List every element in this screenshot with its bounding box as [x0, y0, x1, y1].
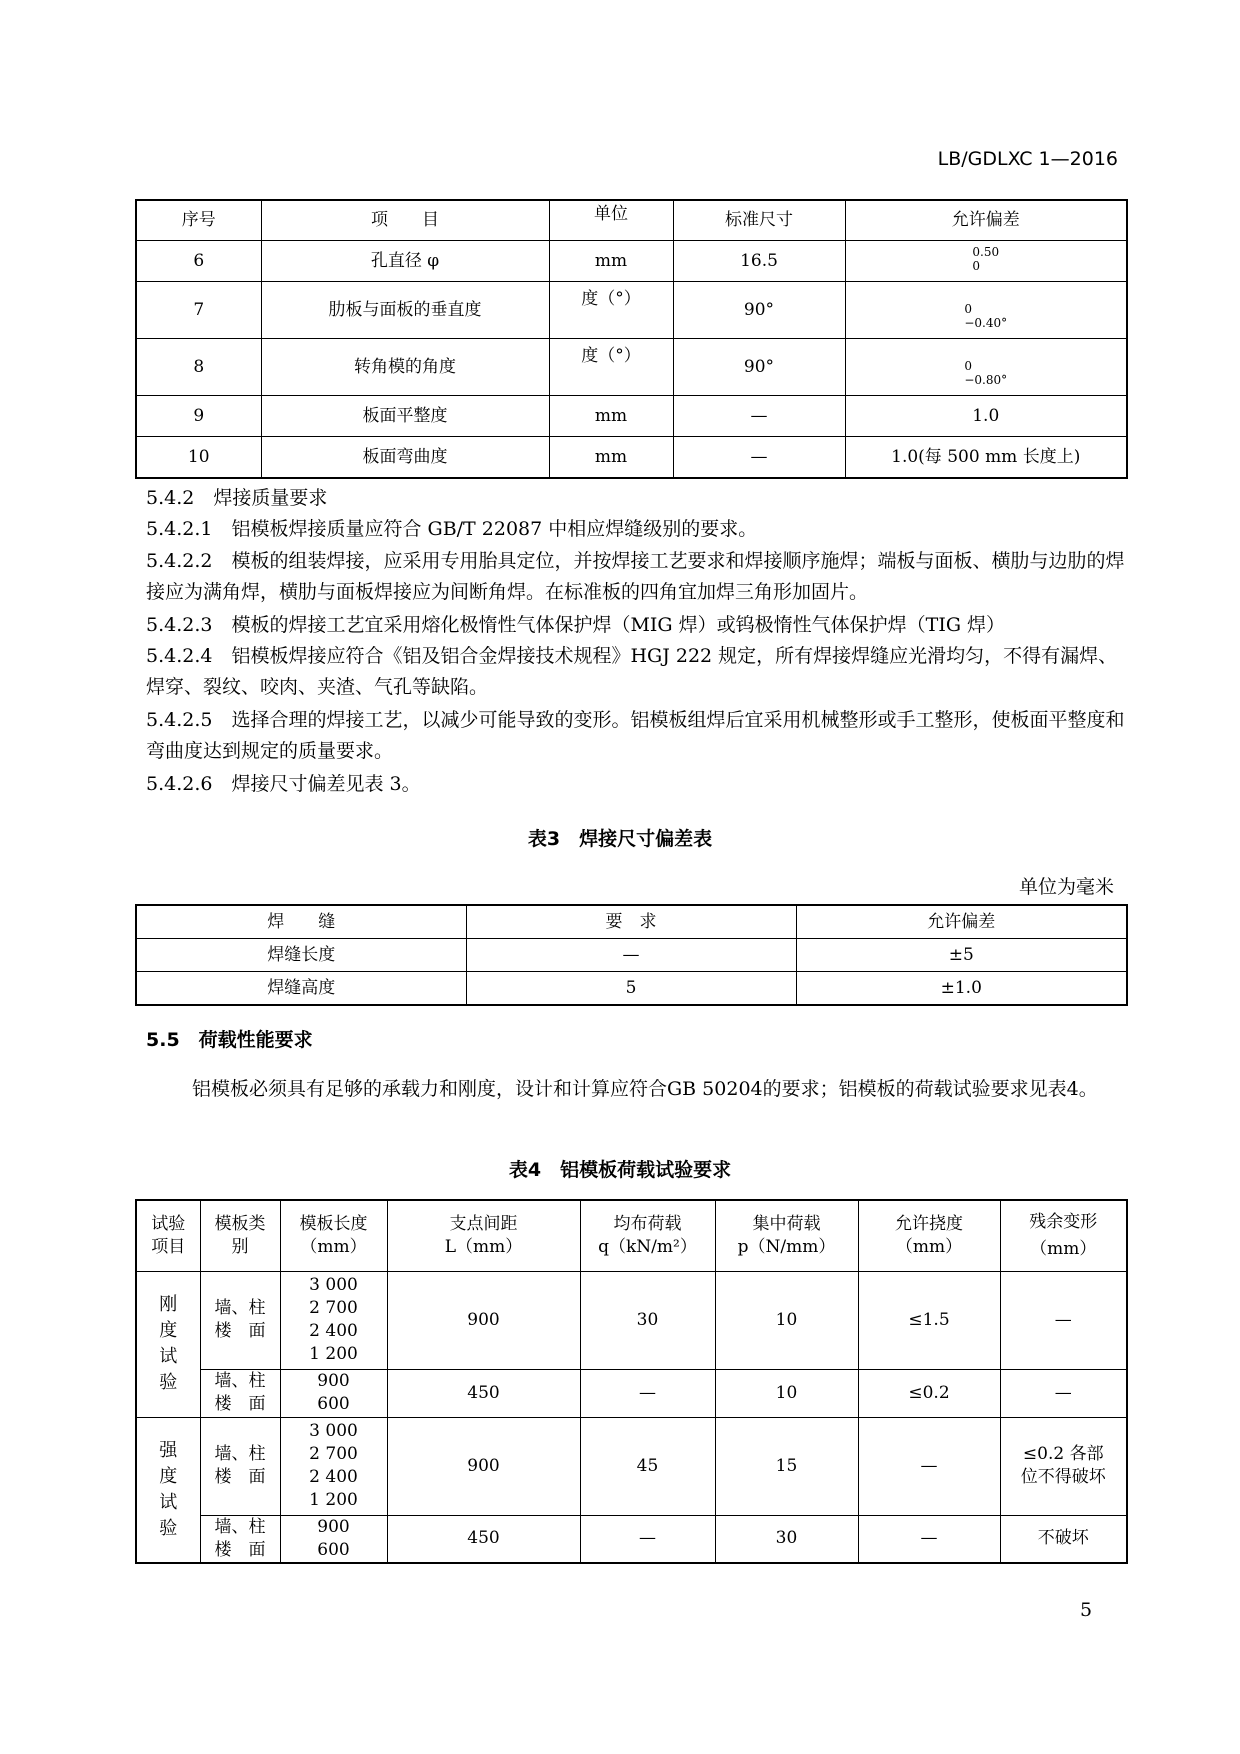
- group-stiffness-test: 刚 度 试 验: [136, 1271, 200, 1417]
- table-header-row: [136, 905, 1127, 939]
- header-standard-size: 标准尺寸: [673, 200, 845, 241]
- cell-tolerance: ±5: [796, 939, 1127, 972]
- header-item: 项 目: [261, 200, 549, 241]
- clause-5-4-2-6: 5.4.2.6 焊接尺寸偏差见表 3。: [146, 773, 421, 795]
- cell-tolerance: [845, 241, 1127, 282]
- tolerance-stack: [964, 343, 1007, 388]
- document-code: LB/GDLXC 1—2016: [937, 148, 1118, 170]
- cell-span: 900: [387, 1417, 580, 1515]
- table3-caption: 表3 焊接尺寸偏差表: [527, 828, 713, 850]
- header-concentrated-load: 集中荷载 p（N/mm）: [715, 1200, 858, 1271]
- cell-concentrated-load: 30: [715, 1515, 858, 1563]
- header-tolerance: 允许偏差: [796, 905, 1127, 939]
- cell-lengths: 3 000 2 700 2 400 1 200: [280, 1271, 387, 1369]
- header-template-length: 模板长度 （mm）: [280, 1200, 387, 1271]
- tolerance-lower: −0.40°: [964, 316, 1008, 331]
- cell-uniform-load: 45: [580, 1417, 715, 1515]
- cell-concentrated-load: 10: [715, 1369, 858, 1417]
- weld-tolerance-table: [135, 904, 1128, 1006]
- cell-lengths: 900 600: [280, 1515, 387, 1563]
- cell-span: 900: [387, 1271, 580, 1369]
- tolerance-lower: 0: [972, 259, 981, 274]
- cell-tolerance: ±1.0: [796, 972, 1127, 1006]
- cell-unit: mm: [549, 396, 673, 437]
- cell-residual: —: [1000, 1369, 1127, 1417]
- section-5-5-heading: 5.5 荷载性能要求: [146, 1029, 313, 1051]
- cell-uniform-load: —: [580, 1369, 715, 1417]
- cell-span: 450: [387, 1369, 580, 1417]
- cell-standard: 90°: [673, 339, 845, 396]
- cell-item: 板面弯曲度: [261, 437, 549, 479]
- table-row: [136, 339, 1127, 396]
- header-template-type: 模板类 别: [200, 1200, 280, 1271]
- cell-requirement: 5: [466, 972, 796, 1006]
- table-row: [136, 1417, 1127, 1515]
- table3-unit-note: 单位为毫米: [1018, 876, 1114, 898]
- cell-deflection: ≤1.5: [858, 1271, 1000, 1369]
- table-row: [136, 437, 1127, 479]
- header-no: 序号: [136, 200, 261, 241]
- cell-no: 10: [136, 437, 261, 479]
- table-header-row: [136, 1200, 1127, 1271]
- header-uniform-load: 均布荷载 q（kN/m²）: [580, 1200, 715, 1271]
- cell-residual: 不破坏: [1000, 1515, 1127, 1563]
- header-test-item: 试验 项目: [136, 1200, 200, 1271]
- cell-no: 6: [136, 241, 261, 282]
- dimension-tolerance-table: [135, 199, 1128, 479]
- cell-standard: 90°: [673, 282, 845, 339]
- cell-item: 孔直径 φ: [261, 241, 549, 282]
- tolerance-lower: −0.80°: [964, 373, 1008, 388]
- cell-tolerance: [845, 282, 1127, 339]
- section-5-5-body: 铝模板必须具有足够的承载力和刚度，设计和计算应符合GB 50204的要求；铝模板的荷载试验要求见表4。: [192, 1078, 1098, 1100]
- cell-item: 肋板与面板的垂直度: [261, 282, 549, 339]
- cell-unit: 度（°）: [549, 339, 673, 396]
- clause-5-4-2-5: 5.4.2.5 选择合理的焊接工艺，以减少可能导致的变形。铝模板组焊后宜采用机械整形或手工整形，使板面平整度和弯曲度达到规定的质量要求。: [146, 709, 1125, 762]
- cell-lengths: 900 600: [280, 1369, 387, 1417]
- clause-5-4-2-1: 5.4.2.1 铝模板焊接质量应符合 GB/T 22087 中相应焊缝级别的要求。: [146, 518, 758, 540]
- header-allowable-deflection: 允许挠度 （mm）: [858, 1200, 1000, 1271]
- cell-standard: —: [673, 396, 845, 437]
- table-row: [136, 282, 1127, 339]
- cell-span: 450: [387, 1515, 580, 1563]
- cell-no: 8: [136, 339, 261, 396]
- cell-template-type: 墙、柱 楼 面: [200, 1369, 280, 1417]
- cell-unit: mm: [549, 437, 673, 479]
- clause-5-4-2-3: 5.4.2.3 模板的焊接工艺宜采用熔化极惰性气体保护焊（MIG 焊）或钨极惰性气体保护焊（TIG 焊）: [146, 614, 1006, 636]
- cell-no: 7: [136, 282, 261, 339]
- cell-unit: 度（°）: [549, 282, 673, 339]
- cell-weld: 焊缝长度: [136, 939, 466, 972]
- cell-residual: —: [1000, 1271, 1127, 1369]
- header-tolerance: 允许偏差: [845, 200, 1127, 241]
- table-row: [136, 1271, 1127, 1369]
- tolerance-upper: 0.50: [972, 244, 1000, 259]
- table4-caption: 表4 铝模板荷载试验要求: [508, 1159, 732, 1181]
- table-row: [136, 939, 1127, 972]
- cell-standard: 16.5: [673, 241, 845, 282]
- cell-lengths: 3 000 2 700 2 400 1 200: [280, 1417, 387, 1515]
- cell-weld: 焊缝高度: [136, 972, 466, 1006]
- tolerance-stack: [964, 286, 1007, 331]
- cell-tolerance: 1.0: [845, 396, 1127, 437]
- clause-5-4-2-4: 5.4.2.4 铝模板焊接应符合《铝及铝合金焊接技术规程》HGJ 222 规定，所有焊接焊缝应光滑均匀，不得有漏焊、焊穿、裂纹、咬肉、夹渣、气孔等缺陷。: [146, 645, 1118, 698]
- cell-item: 板面平整度: [261, 396, 549, 437]
- cell-unit: mm: [549, 241, 673, 282]
- cell-template-type: 墙、柱 楼 面: [200, 1417, 280, 1515]
- table-row: [136, 241, 1127, 282]
- cell-template-type: 墙、柱 楼 面: [200, 1515, 280, 1563]
- cell-no: 9: [136, 396, 261, 437]
- header-unit: 单位: [549, 200, 673, 241]
- tolerance-upper: 0: [964, 358, 972, 373]
- header-support-span: 支点间距 L（mm）: [387, 1200, 580, 1271]
- page-number: 5: [1080, 1599, 1093, 1621]
- tolerance-stack: [972, 245, 999, 274]
- clause-5-4-2-heading: 5.4.2 焊接质量要求: [146, 487, 328, 509]
- cell-deflection: —: [858, 1515, 1000, 1563]
- cell-tolerance: 1.0(每 500 mm 长度上): [845, 437, 1127, 479]
- cell-tolerance: [845, 339, 1127, 396]
- cell-uniform-load: —: [580, 1515, 715, 1563]
- tolerance-upper: 0: [964, 301, 972, 316]
- cell-requirement: —: [466, 939, 796, 972]
- cell-deflection: —: [858, 1417, 1000, 1515]
- header-weld: 焊 缝: [136, 905, 466, 939]
- cell-concentrated-load: 10: [715, 1271, 858, 1369]
- cell-concentrated-load: 15: [715, 1417, 858, 1515]
- group-strength-test: 强 度 试 验: [136, 1417, 200, 1563]
- table-row: [136, 972, 1127, 1006]
- table-row: [136, 396, 1127, 437]
- cell-standard: —: [673, 437, 845, 479]
- header-residual-deformation: 残余变形 （mm）: [1000, 1200, 1127, 1271]
- load-test-table: [135, 1199, 1128, 1564]
- clause-5-4-2-2: 5.4.2.2 模板的组装焊接，应采用专用胎具定位，并按焊接工艺要求和焊接顺序施焊；端板与面板、横肋与边肋的焊接应为满角焊，横肋与面板焊接应为间断角焊。在标准板的四角宜加焊三角形加固片。: [146, 550, 1125, 603]
- cell-residual: ≤0.2 各部 位不得破坏: [1000, 1417, 1127, 1515]
- cell-template-type: 墙、柱 楼 面: [200, 1271, 280, 1369]
- cell-uniform-load: 30: [580, 1271, 715, 1369]
- table-header-row: [136, 200, 1127, 241]
- cell-deflection: ≤0.2: [858, 1369, 1000, 1417]
- table-row: [136, 1369, 1127, 1417]
- table-row: [136, 1515, 1127, 1563]
- header-requirement: 要 求: [466, 905, 796, 939]
- cell-item: 转角模的角度: [261, 339, 549, 396]
